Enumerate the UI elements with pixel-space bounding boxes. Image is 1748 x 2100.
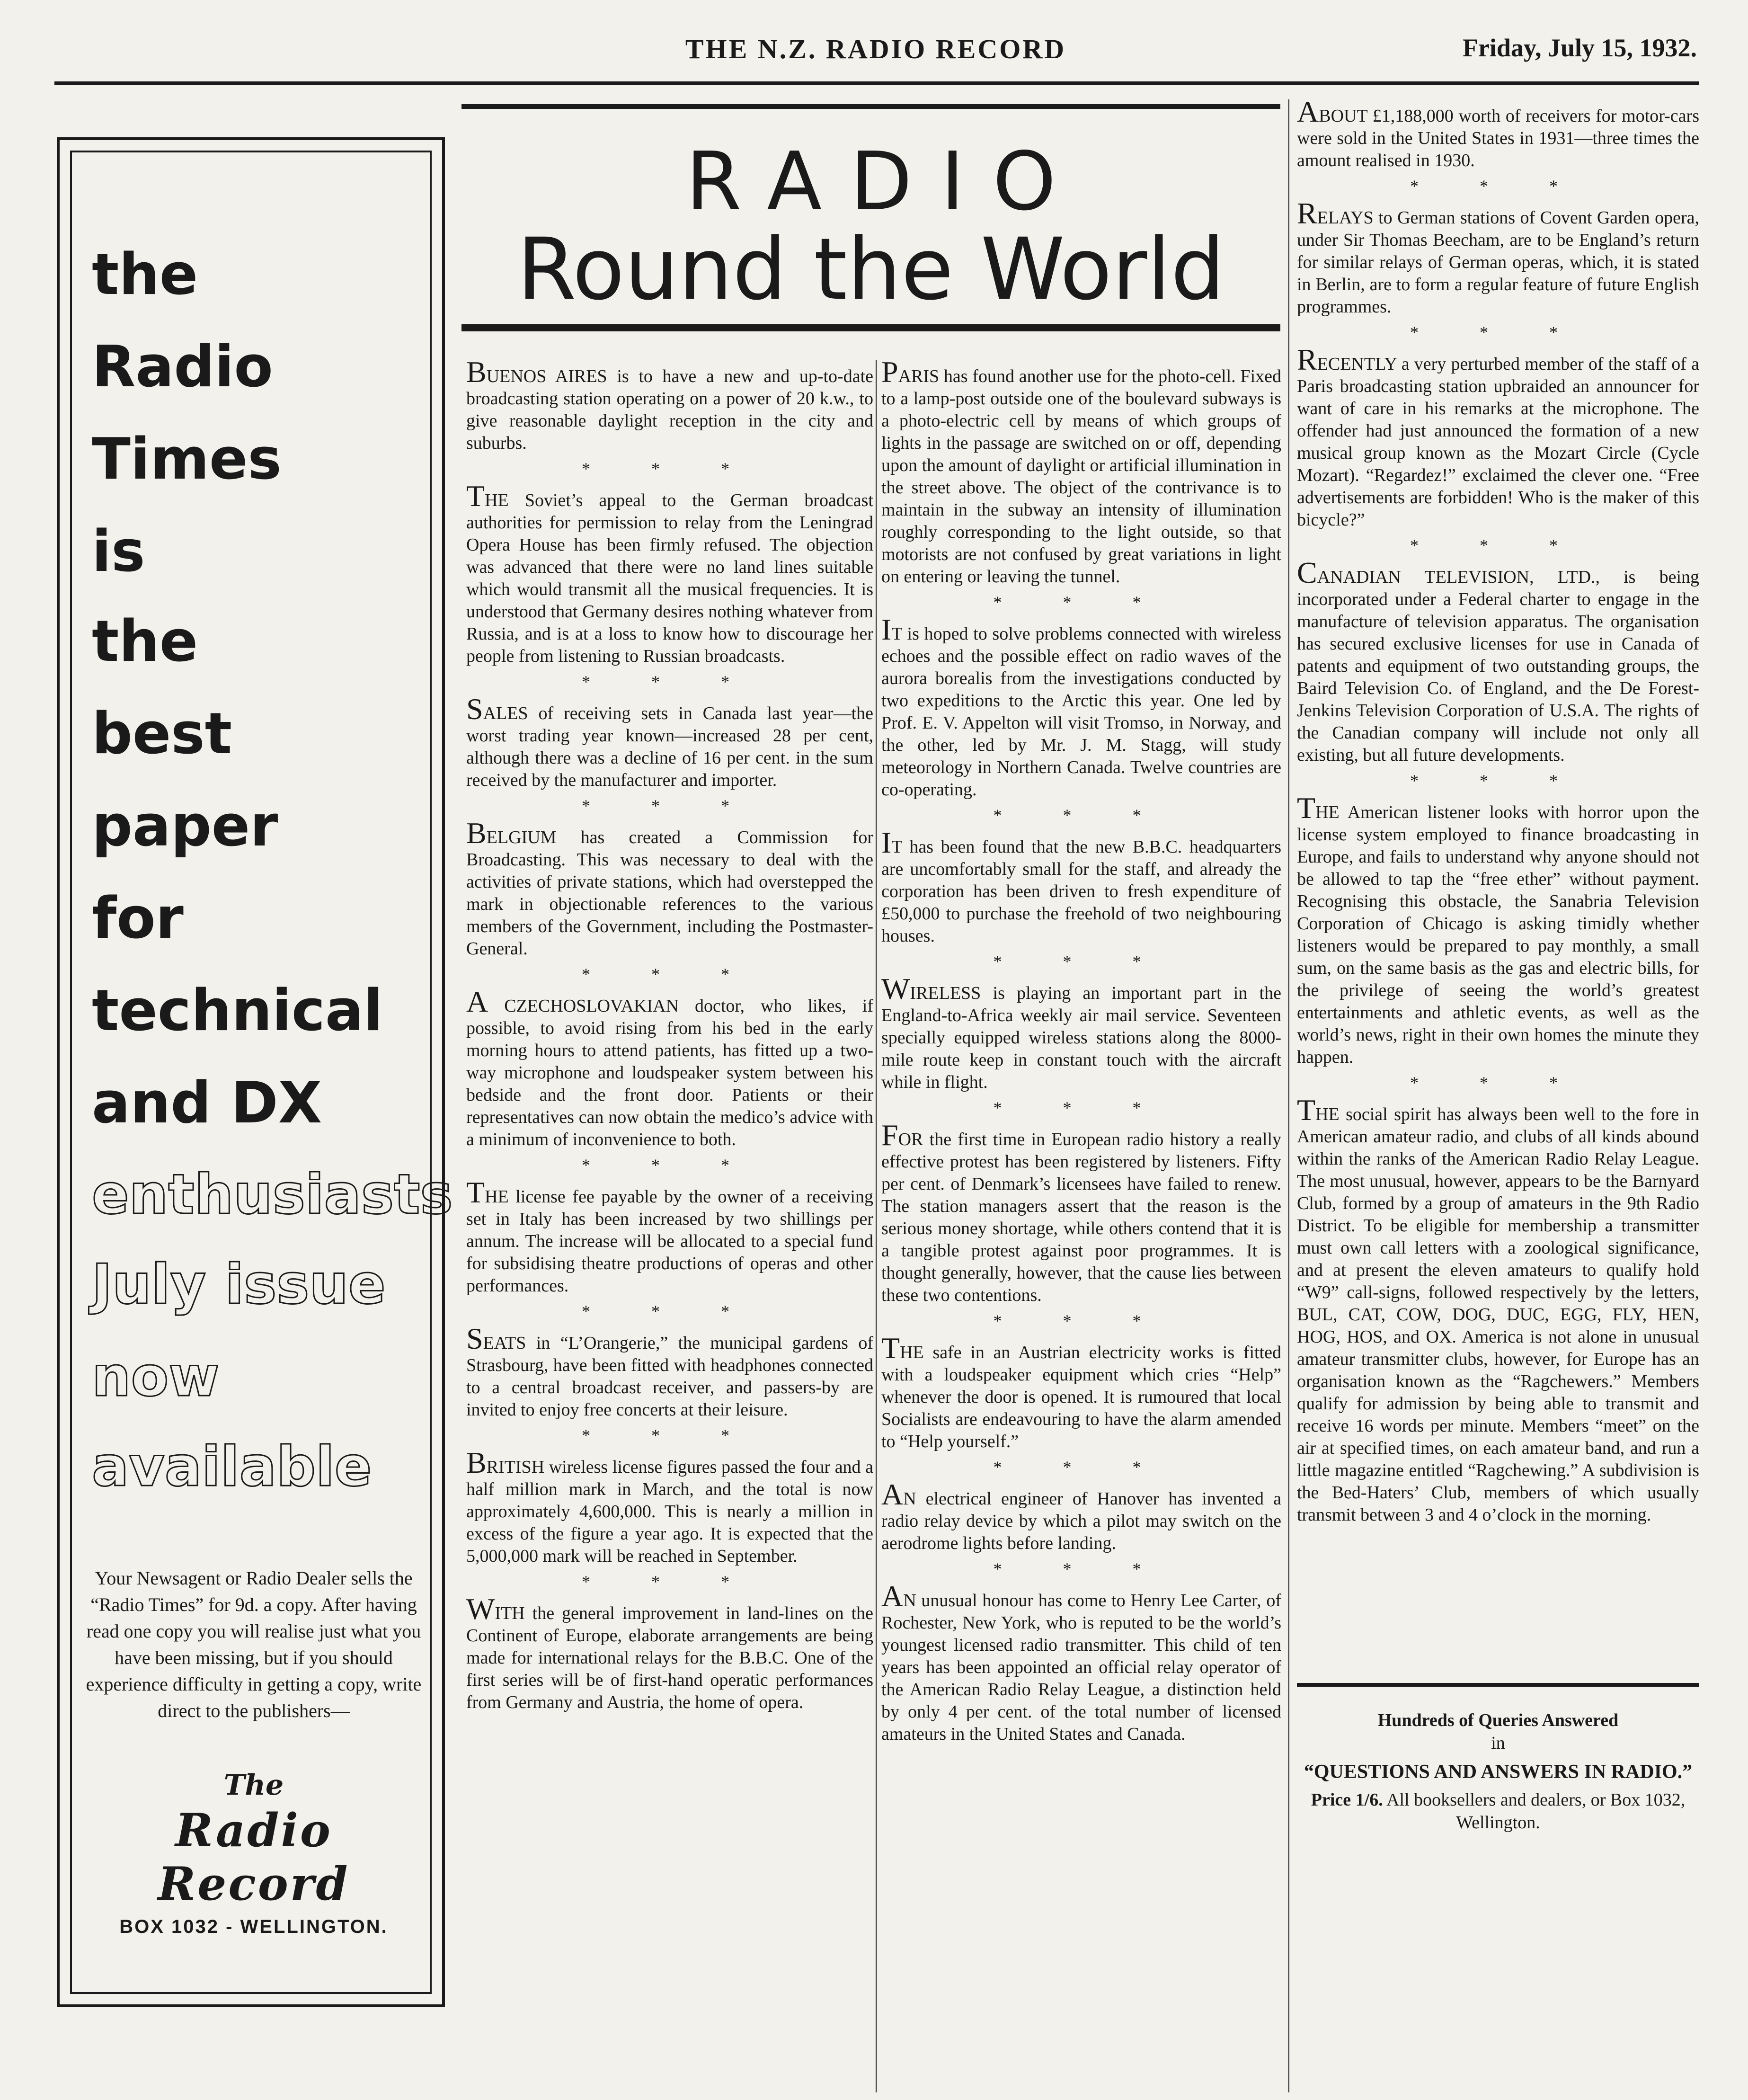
article-text: IRELESS is playing an important part in the England-to-Africa weekly air mail service. Seventeen specially equipped wireless stations along the 8000-mile route keep in constant touch with the aircraft while in flight.: [881, 983, 1281, 1092]
article: [1297, 343, 1699, 531]
drop-cap: I: [881, 613, 892, 646]
drop-cap: T: [1297, 791, 1316, 825]
radio-times-advertisement: [57, 137, 453, 2007]
separator-stars: * * *: [993, 952, 1170, 971]
article-text: ELGIUM has created a Commission for Broadcasting. This was necessary to deal with the activities of private stations, which had overstepped the mark in objectionable references to the various members of the Government, including the Postmaster-General.: [466, 828, 873, 959]
headline-radio: RADIO: [685, 135, 1085, 229]
ad-word: for: [92, 886, 184, 952]
drop-cap: P: [881, 355, 898, 389]
article: [466, 355, 873, 454]
notice-stockists: All booksellers and dealers, or Box 1032, Wellington.: [1386, 1790, 1686, 1833]
article-text: BOUT £1,188,000 worth of receivers for motor-cars were sold in the United States in 1931—three times the amount realised in 1930.: [1297, 106, 1699, 170]
column-3: [1297, 95, 1699, 1530]
drop-cap: A: [881, 1477, 904, 1511]
ad-word: the: [92, 609, 198, 675]
ad-word: the: [92, 242, 198, 308]
article: [881, 1579, 1281, 1745]
drop-cap: B: [466, 355, 487, 389]
notice-price: Price 1/6.: [1311, 1790, 1383, 1810]
article-text: HE Soviet’s appeal to the German broadcast authorities for permission to relay from the Leningrad Opera House has been firmly refused. The objection was advanced that there were no land lines suitable which would transmit all the musical frequencies. It is understood that Germany desires nothing whatever from Russia, and is at a loss to know how to discourage her people from listening to Russian broadcasts.: [466, 490, 873, 666]
article-text: N unusual honour has come to Henry Lee Carter, of Rochester, New York, who is reputed to be the world’s youngest licensed radio transmitter. This child of ten years has been appointed an official relay operator of the American Radio Relay League, a distinction held by only 4 per cent. of the total number of licensed amateurs in the United States and Canada.: [881, 1591, 1281, 1744]
separator-stars: * * *: [1410, 177, 1586, 196]
article: [466, 816, 873, 960]
notice-heading: Hundreds of Queries Answered: [1377, 1710, 1619, 1730]
article-text: ECENTLY a very perturbed member of the staff of a Paris broadcasting station upbraided an announcer for want of care in his remarks at the microphone. The offender had just announced the formation of a new musical group known as the Mozart Circle (Cycle Mozart). “Regardez!” exclaimed the clever one. “Free advertisements are forbidden! Who is the maker of this bicycle?”: [1297, 354, 1699, 530]
article: [1297, 196, 1699, 318]
separator-stars: * * *: [582, 1156, 758, 1175]
drop-cap: T: [466, 479, 485, 513]
radio-record-logo: [79, 1769, 429, 1938]
drop-cap: T: [1297, 1093, 1316, 1127]
drop-cap: T: [881, 1331, 900, 1365]
article-text: ARIS has found another use for the photo-cell. Fixed to a lamp-post outside one of the boulevard subways is a photo-electric cell by means of which groups of lights in the passage are switched on or off, depending upon the amount of daylight or artificial illumination in the street above. The object of the contrivance is to maintain in the subway an intensity of illumination roughly corresponding to the light outside, so that motorists are not confused by great variations in light on entering or leaving the tunnel.: [881, 366, 1281, 587]
queries-notice: [1297, 1700, 1699, 1834]
drop-cap: S: [466, 692, 483, 726]
article-text: EATS in “L’Orangerie,” the municipal gardens of Strasbourg, have been fitted with headphones connected to a central broadcast receiver, and passers-by are invited to enjoy free concerts at their leisure.: [466, 1333, 873, 1420]
ad-word: paper: [92, 793, 278, 859]
article: [1297, 1093, 1699, 1526]
ad-body-text: Your Newsagent or Radio Dealer sells the “Radio Times” for 9d. a copy. After having read one copy you will realise just what you have been missing, but if you should experience difficulty in getting a copy, write direct to the publishers—: [86, 1567, 422, 1721]
article: [881, 1331, 1281, 1453]
article: [881, 1118, 1281, 1307]
notice-in: in: [1491, 1733, 1505, 1753]
article: [466, 692, 873, 792]
article-text: N electrical engineer of Hanover has invented a radio relay device by which a pilot may switch on the aerodrome lights before landing.: [881, 1489, 1281, 1553]
separator-stars: * * *: [1410, 536, 1586, 555]
drop-cap: I: [881, 826, 892, 859]
article: [466, 1322, 873, 1421]
article: [881, 972, 1281, 1094]
separator-stars: * * *: [1410, 1073, 1586, 1092]
column-1: [466, 355, 873, 1717]
ad-word: now: [92, 1345, 220, 1409]
ad-word: and DX: [92, 1070, 322, 1136]
drop-cap: B: [466, 816, 487, 850]
headline-block: [461, 104, 1280, 331]
drop-cap: F: [881, 1118, 898, 1152]
article: [1297, 95, 1699, 172]
article-text: RITISH wireless license figures passed the four and a half million mark in March, and the total is now approximately 4,600,000. This is nearly a million in excess of the figure a year ago. It is expected that the 5,000,000 mark will be reached in September.: [466, 1457, 873, 1566]
drop-cap: W: [881, 972, 910, 1006]
separator-stars: * * *: [1410, 771, 1586, 790]
article: [881, 1477, 1281, 1555]
article: [881, 355, 1281, 588]
drop-cap: C: [1297, 556, 1317, 589]
article-text: HE license fee payable by the owner of a receiving set in Italy has been increased by two shillings per annum. The increase will be allocated to a special fund for subsidising theatre productions of operas and other performances.: [466, 1187, 873, 1296]
column-rule: [876, 360, 877, 2092]
separator-stars: * * *: [993, 806, 1170, 825]
separator-stars: * * *: [993, 593, 1170, 612]
article-text: CZECHOSLOVAKIAN doctor, who likes, if possible, to avoid rising from his bed in the early morning hours to attend patients, has fitted up a two-way microphone and loudspeaker system between his bedside and the front door. Patients or their representatives can now obtain the medico’s advice with a minimum of inconvenience to both.: [466, 996, 873, 1149]
logo-title: Radio Record: [158, 1804, 350, 1911]
ad-word: technical: [92, 978, 383, 1044]
article: [466, 1175, 873, 1297]
article: [1297, 791, 1699, 1068]
article: [466, 985, 873, 1151]
drop-cap: R: [1297, 343, 1317, 376]
separator-stars: * * *: [582, 965, 758, 984]
drop-cap: A: [1297, 95, 1319, 128]
column-2: [881, 355, 1281, 1749]
drop-cap: A: [466, 985, 488, 1018]
separator-stars: * * *: [582, 1426, 758, 1445]
drop-cap: B: [466, 1446, 487, 1479]
separator-stars: * * *: [993, 1311, 1170, 1330]
article-text: UENOS AIRES is to have a new and up-to-date broadcasting station operating on a power of 20 k.w., to give reasonable daylight reception in the city and suburbs.: [466, 366, 873, 453]
ad-word: best: [92, 701, 232, 767]
article-text: T has been found that the new B.B.C. headquarters are uncomfortably small for the staff, and already the corporation has been driven to fresh expenditure of £50,000 to purchase the freehold of two neighbouring houses.: [881, 837, 1281, 946]
ad-word: Radio: [92, 334, 273, 400]
article-text: HE social spirit has always been well to the fore in American amateur radio, and clubs of all kinds abound within the ranks of the American Radio Relay League. The most unusual, however, appears to be the Barnyard Club, formed by a group of amateurs in the 9th Radio District. To be eligible for membership a transmitter must own call letters with a zoological significance, and at present the eleven amateurs to qualify hold “W9” call-signs, followed respectively by the letters, BUL, CAT, COW, DOG, DUC, EGG, FLY, HEN, HOG, HOS, and OX. America is not alone in unusual amateur transmitter clubs, however, for Europe has an organisation known as the “Ragchewers.” Members qualify for admission by being able to transmit and receive 16 words per minute. Members “meet” on the air at specified times, on each amateur band, and run a little magazine entitled “Ragchewing.” A subdivision is the Bed-Haters’ Club, members of which usually transmit between 3 and 4 o’clock in the morning.: [1297, 1104, 1699, 1525]
article-text: HE safe in an Austrian electricity works is fitted with a loudspeaker equipment which cries “Help” whenever the door is opened. It is rumoured that local Socialists are endeavouring to have the alarm amended to “Help yourself.”: [881, 1343, 1281, 1451]
separator-stars: * * *: [582, 1302, 758, 1321]
drop-cap: R: [1297, 196, 1317, 230]
article: [466, 1592, 873, 1714]
column-rule: [1288, 99, 1289, 2092]
article-text: HE American listener looks with horror upon the license system employed to finance broadcasting in Europe, and fails to understand why anyone should not be allowed to tap the “free ether” without payment. Recognising this obstacle, the Sanabria Television Corporation of Chicago is asking timidly whether listeners would be prepared to pay monthly, a small sum, on the same basis as the gas and electric bills, for the privilege of seeing the world’s greatest entertainments and athletic events, as well as the world’s news, right in their own homes the minute they happen.: [1297, 802, 1699, 1067]
drop-cap: W: [466, 1592, 495, 1626]
masthead: THE N.Z. RADIO RECORD: [685, 34, 1066, 64]
logo-the: The: [223, 1769, 284, 1802]
article-text: ELAYS to German stations of Covent Garden opera, under Sir Thomas Beecham, are to be England’s return for similar relays of German operas, which, it is stated in Berlin, are to form a regular feature of future English programmes.: [1297, 208, 1699, 317]
article-text: ALES of receiving sets in Canada last year—the worst trading year known—increased 28 per cent, although there was a decline of 16 per cent. in the sum received by the manufacturer and importer.: [466, 703, 873, 790]
notice-title: “QUESTIONS AND ANSWERS IN RADIO.”: [1304, 1761, 1693, 1783]
article-text: OR the first time in European radio history a really effective protest has been registered by listeners. Fifty per cent. of Denmark’s licensees have failed to renew. The station managers assert that the reason is the serious money shortage, while others contend that it is a tangible protest against poor programmes. It is thought generally, however, that the cause lies between these two contentions.: [881, 1130, 1281, 1305]
article: [1297, 556, 1699, 766]
separator-stars: * * *: [582, 459, 758, 478]
ad-word: July issue: [92, 1253, 386, 1317]
separator-stars: * * *: [993, 1098, 1170, 1117]
separator-stars: * * *: [993, 1458, 1170, 1477]
article: [466, 1446, 873, 1567]
ad-address: BOX 1032 - WELLINGTON.: [119, 1916, 388, 1937]
notice-rule: [1297, 1683, 1699, 1687]
notice-price-line: [1297, 1789, 1699, 1834]
drop-cap: S: [466, 1322, 483, 1355]
ad-word: enthusiasts: [92, 1163, 453, 1227]
separator-stars: * * *: [993, 1559, 1170, 1578]
drop-cap: A: [881, 1579, 904, 1613]
drop-cap: T: [466, 1175, 485, 1209]
article: [881, 613, 1281, 801]
ad-word: is: [92, 519, 145, 585]
article: [881, 826, 1281, 947]
article-text: T is hoped to solve problems connected with wireless echoes and the possible effect on radio waves of the aurora borealis from the investigations conducted by two expeditions to the Arctic this year. One led by Prof. E. V. Appelton will visit Tromso, in Norway, and the other, led by Mr. J. M. Stagg, will study meteorology in Northern Canada. Twelve countries are co-operating.: [881, 624, 1281, 800]
ad-word: Times: [92, 427, 282, 492]
header-rule: [54, 81, 1699, 85]
article: [466, 479, 873, 667]
separator-stars: * * *: [582, 1572, 758, 1591]
separator-stars: * * *: [582, 796, 758, 815]
article-text: ANADIAN TELEVISION, LTD., is being incorporated under a Federal charter to engage in the manufacture of television apparatus. The organisation has secured exclusive licenses for use in Canada of patents and equipment of two outstanding groups, the Baird Television Co. of England, and the De Forest-Jenkins Television Corporation of U.S.A. The rights of the Canadian company will include not only all existing, but all future developments.: [1297, 567, 1699, 765]
article-text: ITH the general improvement in land-lines on the Continent of Europe, elaborate arrangements are being made for international relays for the B.B.C. One of the first series will be of first-hand operatic performances from Germany and Austria, the home of opera.: [466, 1603, 873, 1712]
headline-rule: [461, 324, 1280, 327]
page-header: [54, 33, 1697, 76]
headline-round-the-world: Round the World: [517, 220, 1225, 319]
issue-date: Friday, July 15, 1932.: [1462, 34, 1697, 62]
ad-word: available: [92, 1435, 372, 1499]
separator-stars: * * *: [582, 672, 758, 691]
separator-stars: * * *: [1410, 323, 1586, 342]
